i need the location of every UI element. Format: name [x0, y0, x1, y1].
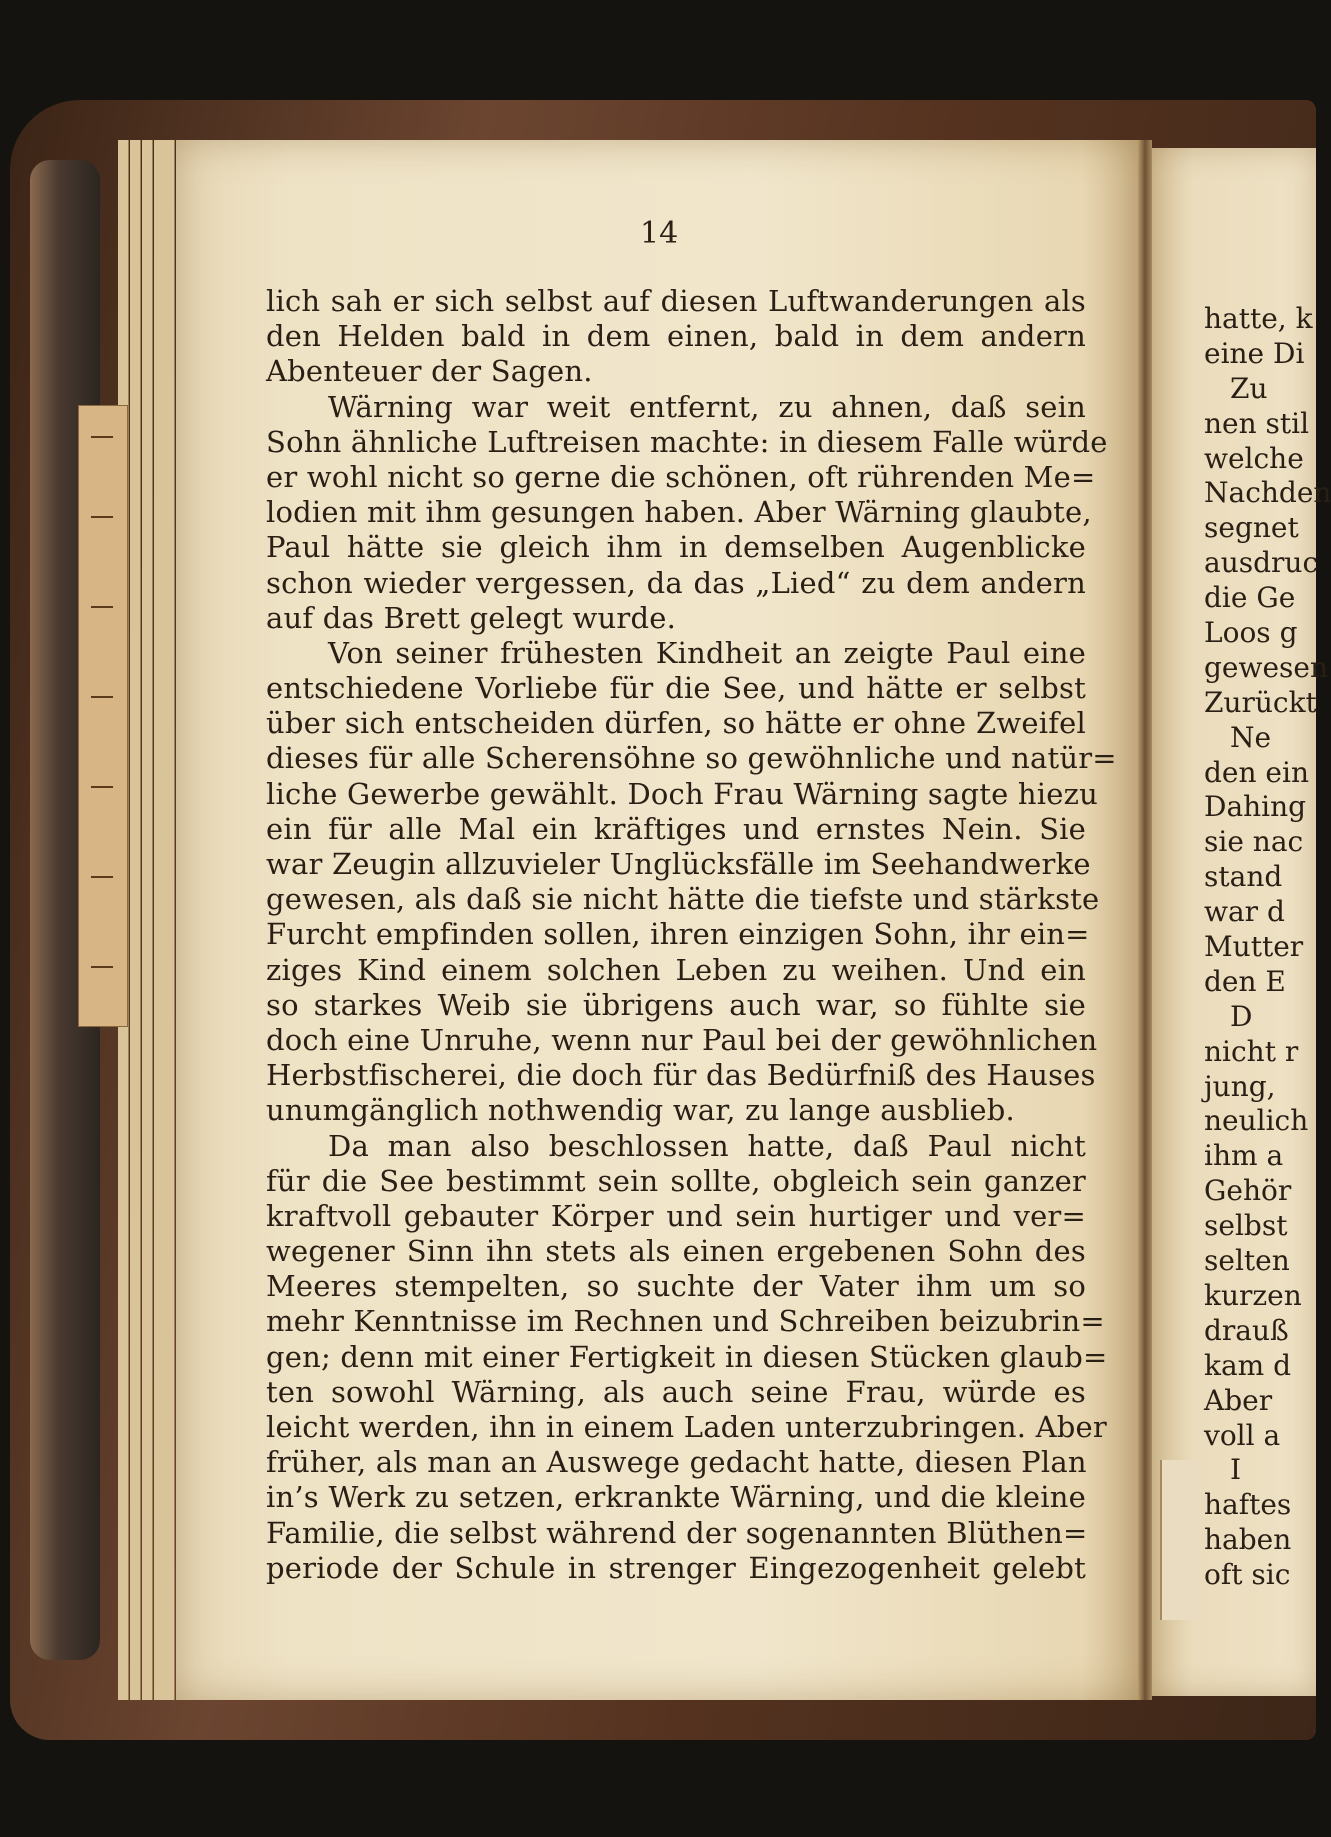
page-edge-stack: [130, 140, 141, 1700]
text-line: segnet: [1204, 511, 1299, 545]
text-line: Da man also beschlossen hatte, daß Paul nicht: [328, 1128, 1086, 1163]
text-line: neulich: [1204, 1104, 1309, 1138]
text-line: die Ge: [1204, 581, 1296, 615]
text-line: ausdruc: [1204, 546, 1319, 580]
text-line: lich sah er sich selbst auf diesen Luftwanderungen als: [266, 284, 1086, 318]
text-line: für die See bestimmt sein sollte, obgleich sein ganzer: [266, 1163, 1086, 1198]
text-line: selbst: [1204, 1209, 1288, 1243]
text-line: gewesen: [1204, 650, 1329, 684]
page-number: 14: [640, 216, 679, 251]
page-edge-stack: [164, 140, 175, 1700]
text-line: er wohl nicht so gerne die schönen, oft rührenden Me=: [266, 459, 1096, 494]
text-line: wegener Sinn ihn stets als einen ergebenen Sohn des: [266, 1234, 1086, 1269]
text-line: Ne: [1230, 720, 1272, 754]
text-line: Paul hätte sie gleich ihm in demselben Augenblicke: [266, 530, 1086, 565]
text-line: Aber: [1204, 1383, 1273, 1417]
text-line: in’s Werk zu setzen, erkrankte Wärning, und die kleine: [266, 1480, 1086, 1515]
text-line: kurzen: [1204, 1278, 1302, 1312]
text-line: ihm a: [1204, 1139, 1284, 1173]
text-line: den ein: [1204, 755, 1309, 789]
text-line: früher, als man an Auswege gedacht hatte, diesen Plan: [266, 1445, 1087, 1480]
text-line: war d: [1204, 895, 1285, 929]
text-line: voll a: [1204, 1418, 1281, 1452]
text-line: Gehör: [1204, 1174, 1292, 1208]
text-line: leicht werden, ihn in einem Laden unterzubringen. Aber: [266, 1410, 1107, 1444]
text-line: Mutter: [1204, 930, 1304, 964]
text-line: eine Di: [1204, 336, 1305, 370]
text-line: den Helden bald in dem einen, bald in dem andern: [266, 319, 1086, 354]
page-edge-stack: [142, 140, 153, 1700]
text-line: stand: [1204, 860, 1283, 894]
text-line: über sich entscheiden dürfen, so hätte er ohne Zweifel: [266, 706, 1086, 741]
text-line: hatte, k: [1204, 302, 1313, 335]
text-line: ten sowohl Wärning, als auch seine Frau, würde es: [266, 1374, 1086, 1409]
text-line: unumgänglich nothwendig war, zu lange ausblieb.: [266, 1093, 1015, 1128]
text-line: drauß: [1204, 1313, 1289, 1347]
text-line: Zurückt: [1204, 685, 1317, 719]
text-line: Zu: [1230, 371, 1268, 405]
left-page-text: [266, 284, 1117, 1586]
book-gutter: [1138, 140, 1152, 1700]
text-line: kraftvoll gebauter Körper und sein hurtiger und ver=: [266, 1198, 1086, 1233]
text-line: Meeres stempelten, so suchte der Vater ihm um so: [266, 1269, 1086, 1304]
text-line: war Zeugin allzuvieler Unglücksfälle im Seehandwerke: [266, 847, 1091, 881]
text-line: kam d: [1204, 1348, 1292, 1382]
text-line: Sohn ähnliche Luftreisen machte: in diesem Falle würde: [266, 424, 1108, 459]
text-line: Furcht empfinden sollen, ihren einzigen Sohn, ihr ein=: [266, 917, 1090, 952]
text-line: sie nac: [1204, 825, 1304, 859]
text-line: mehr Kenntnisse im Rechnen und Schreiben beizubrin=: [266, 1304, 1105, 1339]
text-line: liche Gewerbe gewählt. Doch Frau Wärning sagte hiezu: [266, 776, 1098, 811]
text-line: haben: [1204, 1523, 1292, 1557]
text-line: gen; denn mit einer Fertigkeit in diesen Stücken glaub=: [266, 1339, 1108, 1374]
text-line: Herbstfischerei, die doch für das Bedürfniß des Hauses: [266, 1058, 1096, 1093]
text-line: schon wieder vergessen, da das „Lied“ zu dem andern: [266, 565, 1086, 600]
text-line: entschiedene Vorliebe für die See, und hätte er selbst: [266, 671, 1086, 706]
text-line: Wärning war weit entfernt, zu ahnen, daß sein: [328, 389, 1086, 424]
text-line: Nachden: [1204, 476, 1331, 510]
text-line: D: [1230, 999, 1253, 1033]
text-line: Loos g: [1204, 616, 1298, 650]
page-tear: [1160, 1460, 1198, 1620]
text-line: jung,: [1204, 1069, 1276, 1103]
text-line: oft sic: [1204, 1558, 1291, 1592]
text-line: periode der Schule in strenger Eingezogenheit gelebt: [266, 1550, 1086, 1585]
text-line: ein für alle Mal ein kräftiges und ernstes Nein. Sie: [266, 811, 1086, 846]
text-line: nicht r: [1204, 1034, 1299, 1068]
text-line: gewesen, als daß sie nicht hätte die tiefste und stärkste: [266, 882, 1100, 917]
text-line: doch eine Unruhe, wenn nur Paul bei der gewöhnlichen: [266, 1022, 1098, 1057]
right-page-text: [1204, 302, 1331, 1593]
text-line: auf das Brett gelegt wurde.: [266, 600, 677, 635]
text-line: so starkes Weib sie übrigens auch war, so fühlte sie: [266, 987, 1086, 1022]
bookmark-tab: [78, 405, 128, 1027]
text-line: I: [1230, 1453, 1242, 1487]
text-line: dieses für alle Scherensöhne so gewöhnliche und natür=: [266, 741, 1117, 776]
text-line: Dahing: [1204, 790, 1307, 824]
text-line: nen stil: [1204, 406, 1310, 440]
text-line: welche: [1204, 441, 1304, 475]
text-line: den E: [1204, 964, 1286, 998]
text-line: Abenteuer der Sagen.: [266, 354, 593, 389]
text-line: lodien mit ihm gesungen haben. Aber Wärning glaubte,: [266, 495, 1092, 530]
text-line: Von seiner frühesten Kindheit an zeigte Paul eine: [328, 635, 1086, 670]
text-line: selten: [1204, 1244, 1290, 1278]
text-line: ziges Kind einem solchen Leben zu weihen. Und ein: [266, 952, 1086, 987]
text-line: haftes: [1204, 1488, 1292, 1522]
text-line: Familie, die selbst während der sogenannten Blüthen=: [266, 1515, 1088, 1550]
